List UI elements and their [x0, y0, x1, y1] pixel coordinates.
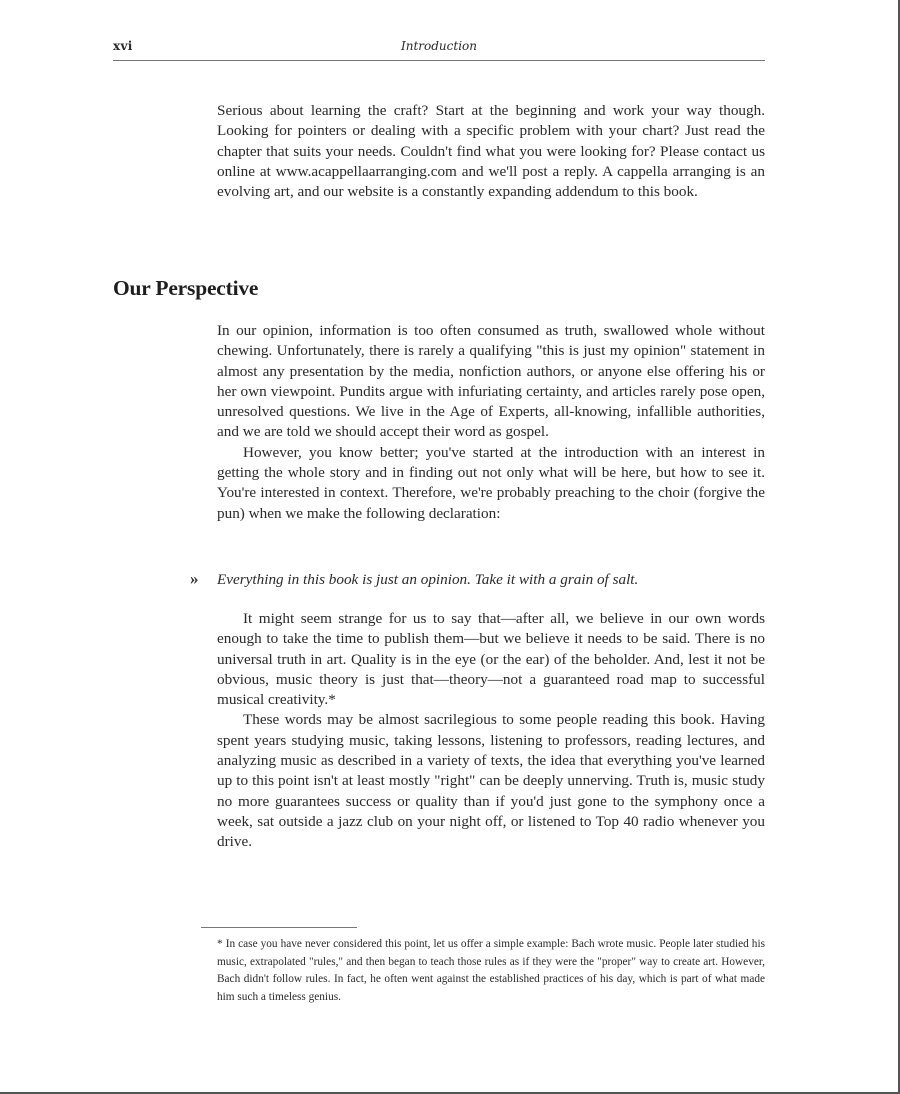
continuation-text-block [217, 609, 765, 853]
body-paragraph: It might seem strange for us to say that—after all, we believe in our own words enough to take the time to publish them—but we believe it needs to be said. There is no universal truth in art. Quality is in the eye (or the ear) of the beholder. And, lest it not be obvious, music theory is just that—theory—not a guaranteed road map to successful musical creativity.* [217, 610, 765, 709]
footnote-text: * In case you have never considered this point, let us offer a simple example: Bach wrote music. People later studied his music, extrapolated "rules," and then began to teach those rules as if they were the "proper" way to create art. However, Bach didn't follow rules. In fact, he often went against the established practices of his day, which is part of what made him such a timeless genius. [217, 938, 765, 1003]
footnote [217, 936, 765, 1006]
intro-paragraph: Serious about learning the craft? Start at the beginning and work your way though. Looking for pointers or dealing with a specific problem with your chart? Just read the chapter that suits your needs. Couldn't find what you were looking for? Please contact us online at www.acappellaarranging.com and we'll post a reply. A cappella arranging is an evolving art, and our website is a constantly expanding addendum to this book. [217, 102, 765, 201]
body-paragraph: However, you know better; you've started at the introduction with an interest in getting the whole story and in finding out not only what will be here, but how to see it. You're interested in context. Therefore, we're probably preaching to the choir (forgive the pun) when we make the following declaration: [217, 443, 765, 522]
intro-text-block [217, 101, 765, 202]
callout-chevron-icon: » [190, 569, 199, 588]
running-head [113, 38, 765, 61]
section-heading: Our Perspective [113, 276, 259, 300]
footnote-divider [201, 927, 357, 928]
perspective-text-block [217, 321, 765, 524]
chapter-title: Introduction [401, 39, 477, 53]
body-paragraph: These words may be almost sacrilegious to some people reading this book. Having spent years studying music, taking lessons, listening to professors, reading lectures, and analyzing music as described in a variety of texts, the idea that everything you've learned up to this point isn't at least mostly "right" can be deeply unnerving. Truth is, music study no more guarantees success or quality than if you'd just gone to the symphony once a week, sat outside a jazz club on your night off, or listened to Top 40 radio whenever you drive. [217, 711, 765, 851]
page-number: xvi [113, 39, 133, 53]
body-paragraph: In our opinion, information is too often consumed as truth, swallowed whole without chewing. Unfortunately, there is rarely a qualifying "this is just my opinion" statement in almost any presentation by the media, nonfiction authors, or anyone else offering his or her own viewpoint. Pundits argue with infuriating certainty, and articles rarely pose open, unresolved questions. We live in the Age of Experts, all-knowing, infallible authorities, and we are told we should accept their word as gospel. [217, 322, 765, 441]
callout-statement: Everything in this book is just an opinion. Take it with a grain of salt. [217, 571, 639, 588]
